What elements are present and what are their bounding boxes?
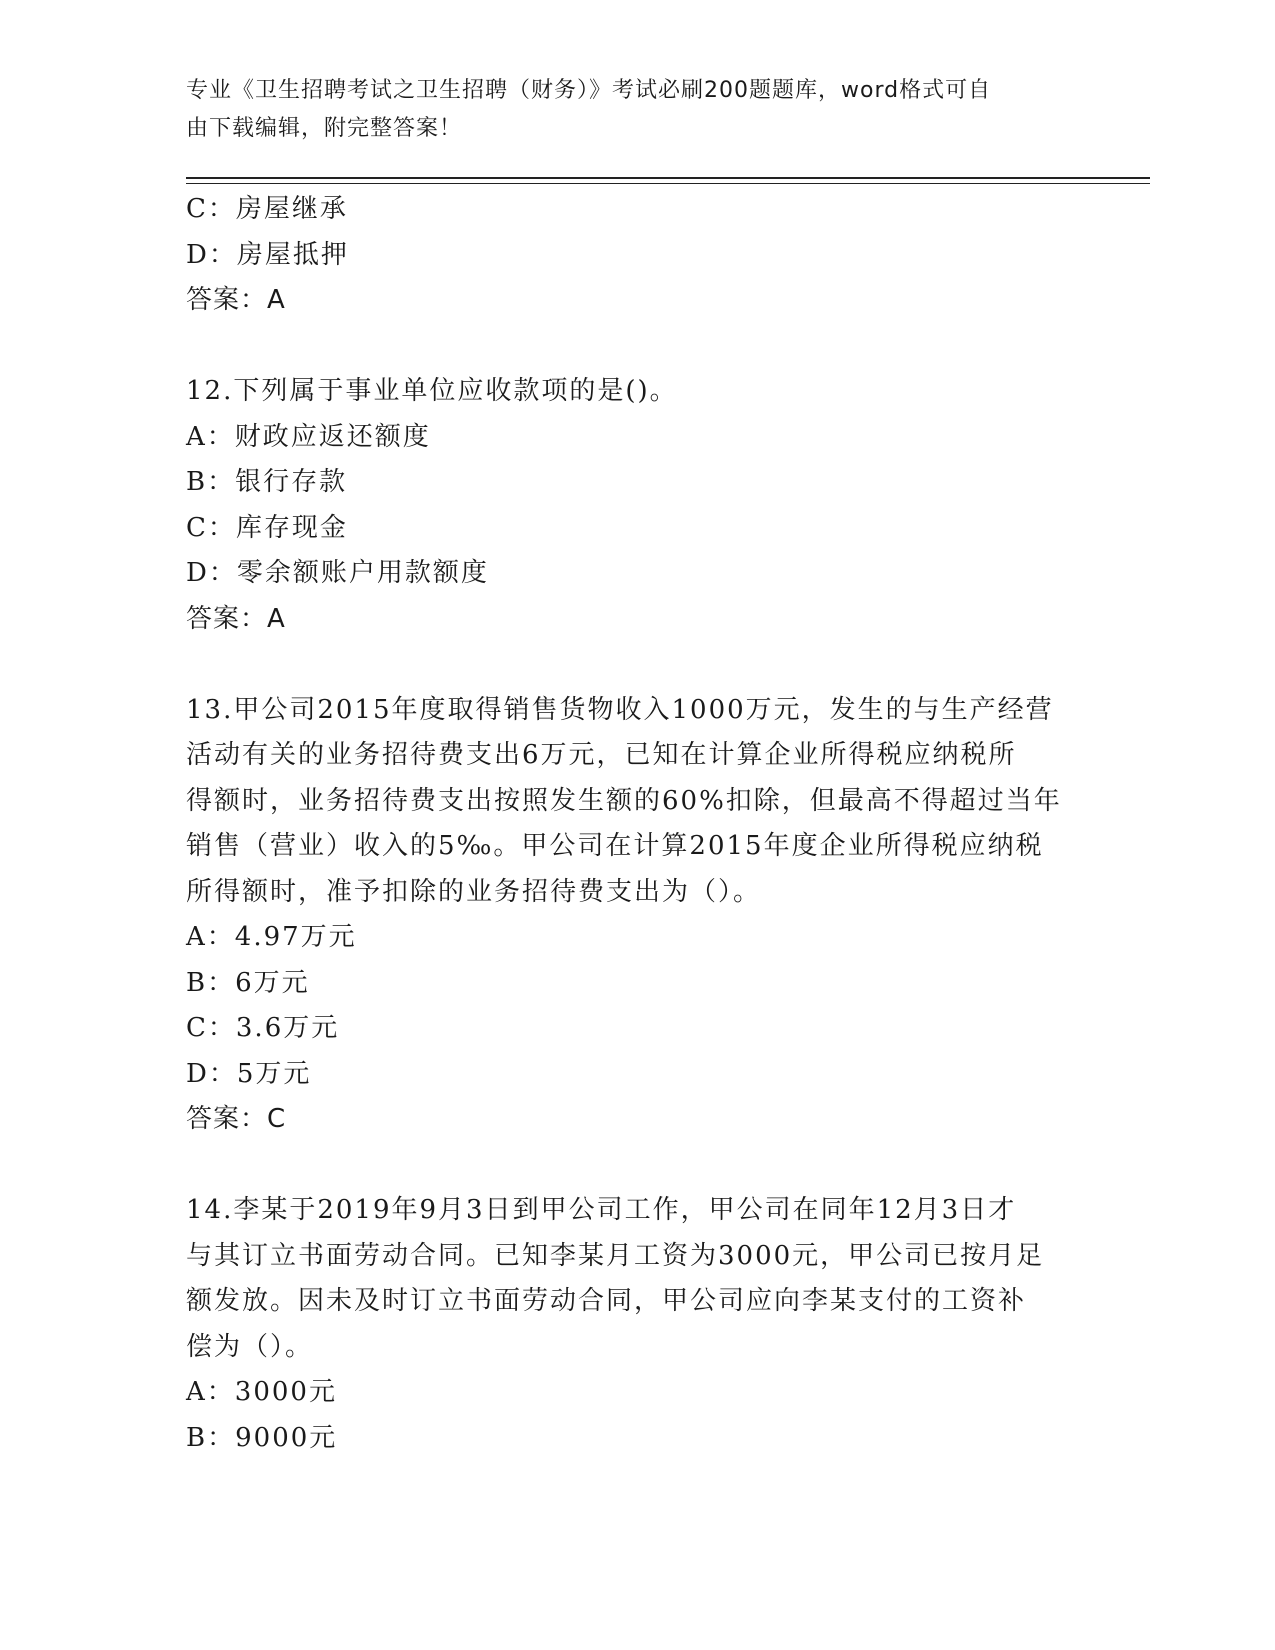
- answer-line: 答案：C: [186, 1104, 287, 1134]
- question-stem: 12.下列属于事业单位应收款项的是()。: [186, 376, 678, 406]
- option-a: A：4.97万元: [186, 922, 357, 952]
- answer-line: 答案：A: [186, 285, 286, 315]
- page-header: [186, 72, 1066, 148]
- question-13: [186, 688, 1086, 1143]
- option-c: C：库存现金: [186, 512, 348, 543]
- option-b: B：6万元: [186, 967, 310, 998]
- question-12: [186, 369, 1086, 642]
- question-stem-line-1: 14.李某于2019年9月3日到甲公司工作，甲公司在同年12月3日才: [186, 1195, 1017, 1225]
- option-d: D：零余额账户用款额度: [186, 558, 489, 588]
- header-line-2: 由下载编辑，附完整答案！: [186, 116, 463, 141]
- question-stem-line-4: 偿为（）。: [186, 1331, 314, 1362]
- option-c: C：3.6万元: [186, 1013, 340, 1043]
- question-stem-line-3: 额发放。因未及时订立书面劳动合同，甲公司应向李某支付的工资补: [186, 1286, 1027, 1316]
- option-d: D：5万元: [186, 1058, 312, 1089]
- answer-line: 答案：A: [186, 603, 286, 634]
- question-spacer: [186, 324, 1086, 370]
- question-stem-line-5: 所得额时，准予扣除的业务招待费支出为（）。: [186, 876, 762, 907]
- option-a: A：3000元: [186, 1377, 337, 1407]
- header-divider: [186, 177, 1150, 184]
- option-d: D：房屋抵押: [186, 239, 349, 270]
- question-stem-line-1: 13.甲公司2015年度取得销售货物收入1000万元，发生的与生产经营: [186, 694, 1054, 725]
- header-line-1: 专业《卫生招聘考试之卫生招聘（财务）》考试必刷200题题库，word格式可自: [186, 78, 992, 103]
- option-c: C：房屋继承: [186, 194, 348, 224]
- question-stem-line-4: 销售（营业）收入的5‰。甲公司在计算2015年度企业所得税应纳税: [186, 831, 1044, 861]
- question-stem-line-2: 与其订立书面劳动合同。已知李某月工资为3000元，甲公司已按月足: [186, 1240, 1045, 1271]
- question-spacer: [186, 642, 1086, 688]
- question-11-tail: [186, 187, 1086, 324]
- question-stem-line-3: 得额时，业务招待费支出按照发生额的60%扣除，但最高不得超过当年: [186, 785, 1062, 816]
- question-list: [186, 187, 1086, 1461]
- option-b: B：银行存款: [186, 467, 348, 497]
- question-stem-line-2: 活动有关的业务招待费支出6万元，已知在计算企业所得税应纳税所: [186, 740, 1017, 770]
- question-spacer: [186, 1143, 1086, 1189]
- question-14: [186, 1188, 1086, 1461]
- option-a: A：财政应返还额度: [186, 421, 431, 452]
- option-b: B：9000元: [186, 1422, 338, 1453]
